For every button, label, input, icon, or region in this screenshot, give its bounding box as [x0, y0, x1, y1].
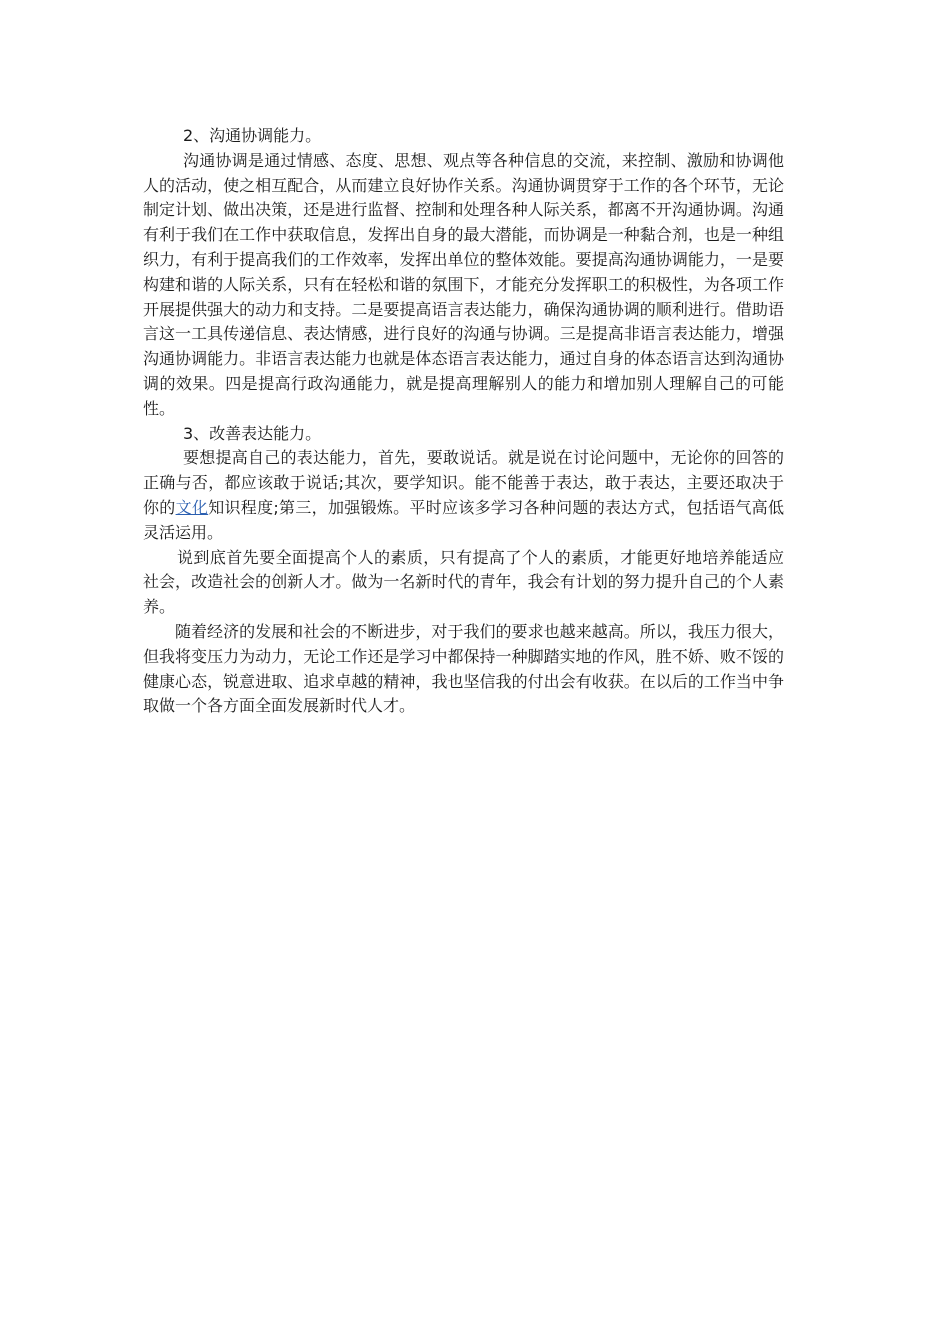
- culture-link[interactable]: 文化: [175, 497, 209, 517]
- paragraph-expression-text-before-link: 要想提高自己的表达能力，首先，要敢说话。就是说在讨论问题中，无论你的回答的正确与否，都应该敢于说话;其次，要学知识。能不能善于表达，敢于表达，主要还取决于你的: [143, 448, 784, 517]
- section-heading-communication: 2、沟通协调能力。: [183, 126, 322, 145]
- paragraph-conclusion-1: 说到底首先要全面提高个人的素质，只有提高了个人的素质，才能更好地培养能适应社会，改造社会的创新人才。做为一名新时代的青年，我会有计划的努力提升自己的个人素养。: [143, 547, 784, 617]
- paragraph-conclusion-2: 随着经济的发展和社会的不断进步，对于我们的要求也越来越高。所以，我压力很大，但我将变压力为动力，无论工作还是学习中都保持一种脚踏实地的作风，胜不娇、败不馁的健康心态，锐意进取、追求卓越的精神，我也坚信我的付出会有收获。在以后的工作当中争取做一个各方面全面发展新时代人才。: [143, 621, 784, 716]
- paragraph-expression: [143, 446, 784, 545]
- paragraph-communication: 沟通协调是通过情感、态度、思想、观点等各种信息的交流，来控制、激励和协调他人的活动，使之相互配合，从而建立良好协作关系。沟通协调贯穿于工作的各个环节，无论制定计划、做出决策，还是进行监督、控制和处理各种人际关系，都离不开沟通协调。沟通有利于我们在工作中获取信息，发挥出自身的最大潜能，而协调是一种黏合剂，也是一种组织力，有利于提高我们的工作效率，发挥出单位的整体效能。要提高沟通协调能力，一是要构建和谐的人际关系，只有在轻松和谐的氛围下，才能充分发挥职工的积极性，为各项工作开展提供强大的动力和支持。二是要提高语言表达能力，确保沟通协调的顺利进行。借助语言这一工具传递信息、表达情感，进行良好的沟通与协调。三是提高非语言表达能力，增强沟通协调能力。非语言表达能力也就是体态语言表达能力，通过自身的体态语言达到沟通协调的效果。四是提高行政沟通能力，就是提高理解别人的能力和增加别人理解自己的可能性。: [143, 150, 784, 418]
- document-body: [143, 124, 784, 719]
- section-heading-expression: 3、改善表达能力。: [183, 423, 322, 443]
- paragraph-expression-text-after-link: 知识程度;第三，加强锻炼。平时应该多学习各种问题的表达方式，包括语气高低灵活运用。: [143, 497, 784, 542]
